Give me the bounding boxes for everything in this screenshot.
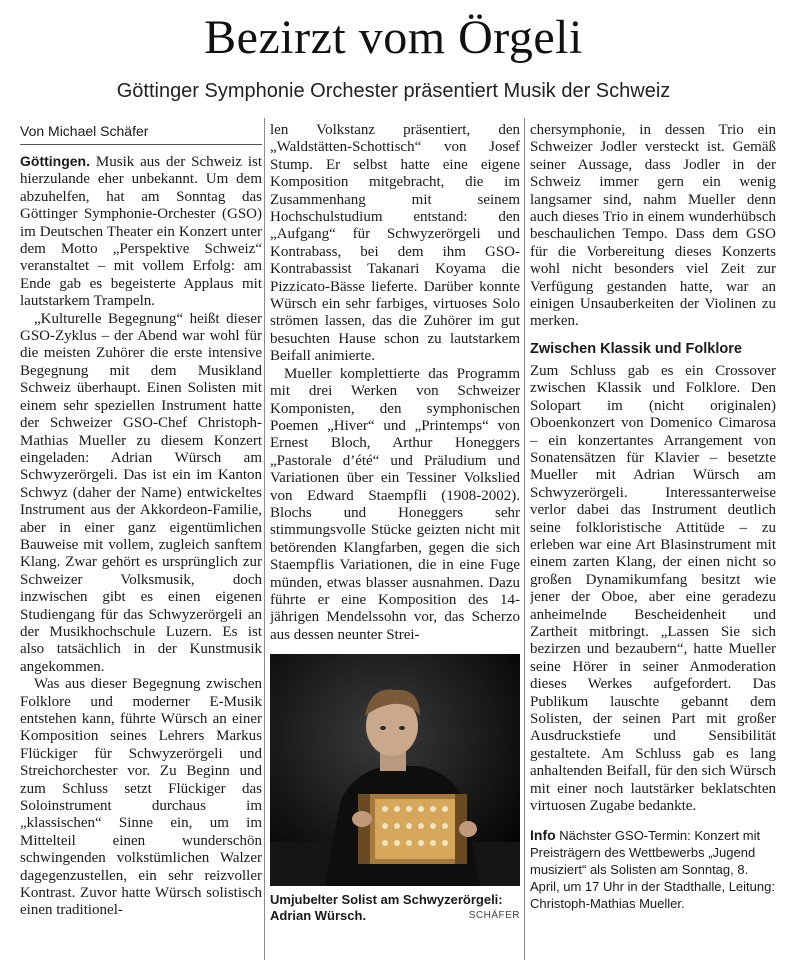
info-label: Info: [530, 827, 556, 844]
caption-text: Umjubelter Solist am Schwyzerörgeli: Adrian Würsch.: [270, 892, 503, 924]
paragraph: Was aus dieser Begegnung zwischen Folklore und moderner E-Musik entstehen kann, führte Würsch an einer Komposition seines Lehrers Markus Flückiger für Schwyzerörgeli und Streichorchester vor. Zu Beginn und zum Schluss setzt Flückiger das Soloinstrument durchaus im „klassischen“ Sinne ein, um im Mittelteil einen wunderschön schwingenden volkstümlichen Walzer dagegenzustellen, ein sehr reizvoller Kontrast. Zuvor hatte Würsch solistisch einen traditionel-: [20, 676, 262, 919]
byline: Von Michael Schäfer: [20, 122, 262, 145]
paragraph: Mueller komplettierte das Programm mit drei Werken von Schweizer Komponisten, den symphonischen Poemen „Hiver“ und „Printemps“ von Ernest Bloch, Arthur Honeggers „Pastorale d’été“ und Präludium und Variationen über ein Tessiner Volkslied von Edward Staempfli (1908-2002). Blochs und Honeggers sehr stimmungsvolle Stücke geizten nicht mit betörenden Klangfarben, gegen die sich Staempflis Variationen, die in eine Fuge münden, etwas blasser ausnahmen. Dazu führte er eine Komposition des 14-jährigen Mendelssohn vor, das Scherzo aus dessen neunter Strei-: [270, 365, 520, 643]
photo-caption: [270, 892, 520, 924]
headline: Bezirzt vom Örgeli: [204, 11, 583, 64]
column-rule: [264, 118, 265, 960]
info-box: [530, 827, 776, 912]
paragraph-text: Musik aus der Schweiz ist hierzulande eher unbekannt. Um dem abzuhelfen, hat am Sonntag das Göttinger Symphonie-Orchester (GSO) im Deutschen Theater ein Konzert unter dem Motto „Perspektive Schweiz“ veranstaltet – mit vollem Erfolg: am Ende gab es begeisterte Applaus mit lautstarkem Trampeln.: [20, 154, 262, 310]
article-column-3: [530, 122, 776, 958]
soloist-photo: [270, 654, 520, 886]
paragraph: Zum Schluss gab es ein Crossover zwischen Klassik und Folklore. Den Solopart im (nicht originalen) Oboenkonzert von Domenico Cimarosa – ein konzertantes Arrangement von Sonatensätzen für Klavier – besetzte Mueller mit Adrian Würsch am Schwyzerörgeli. Interessanterweise verlor dabei das Instrument deutlich seine folkloristische Attitüde – zu erleben war eine Art Blasinstrument mit einem zarten Klang, der einen nicht so großen Dynamikumfang besitzt wie jener der Oboe, aber eine geradezu anheimelnde Bescheidenheit und Zartheit mitbringt. „Lassen Sie sich bezirzen und bezaubern“, hatte Mueller seine Hörer in seiner Anmoderation dieses Werkes aufgefordert. Das Publikum lauschte gebannt dem Solisten, der seinen Part mit großer Ausdruckstiefe und Sensibilität gestaltete. Am Schluss gab es lang anhaltenden Beifall, für den sich Würsch mit einer noch lautstärker beklatschten virtuosen Zugabe bedankte.: [530, 362, 776, 815]
article-column-2: [270, 122, 520, 958]
photo-credit: SCHÄFER: [468, 910, 520, 922]
subheadline: Göttinger Symphonie Orchester präsentiert Musik der Schweiz: [116, 80, 671, 102]
dateline: Göttingen.: [20, 153, 90, 169]
section-heading: Zwischen Klassik und Folklore: [530, 340, 742, 357]
paragraph: [20, 153, 262, 311]
column-rule: [524, 118, 525, 960]
paragraph: „Kulturelle Begegnung“ heißt dieser GSO-Zyklus – der Abend war wohl für die meisten Zuhörer die erste intensive Begegnung mit dem Musikland Schweiz überhaupt. Einen Solisten mit einem sehr speziellen Instrument hatte der Schweizer GSO-Chef Christoph-Mathias Mueller zu diesem Konzert eingeladen: Adrian Würsch am Schwyzerörgeli. Das ist ein im Kanton Schwyz (daher der Name) entwickeltes Instrument aus der Akkordeon-Familie, aber in einer ganz eigentümlichen Bauweise mit vollem, zugleich sanftem Klang. Zwar gehört es ursprünglich zur Schweizer Volksmusik, doch inzwischen gibt es einen eigenen Studiengang für das Schwyzerörgeli an der Musikhochschule Luzern. Es ist also tatsächlich in der Kunstmusik angekommen.: [20, 310, 262, 675]
info-text: Nächster GSO-Termin: Konzert mit Preisträgern des Wettbewerbs „Jugend musiziert“ als Solisten am Sonntag, 8. April, um 17 Uhr in der Stadthalle, Leitung: Christoph-Mathias Mueller.: [530, 828, 775, 912]
schwyzerorgeli-icon: [358, 794, 467, 864]
paragraph: chersymphonie, in dessen Trio ein Schweizer Jodler versteckt ist. Gemäß seiner Aussage, dass Jodler in der Schweiz immer gern ein wenig langsamer sind, nahm Mueller denn auch dieses Trio in einem wunderhübsch beschaulichen Tempo. Dass dem GSO für die Vorbereitung dieses Konzerts wohl nicht besonders viel Zeit zur Verfügung gestanden hatte, war an einigen Unsauberkeiten der Violinen zu merken.: [530, 122, 776, 330]
paragraph: len Volkstanz präsentiert, den „Waldstätten-Schottisch“ von Josef Stump. Er selbst hatte eine eigene Komposition mitgebracht, die im Zusammenhang mit seinem Hochschulstudium entstand: den „Aufgang“ für Schwyzerörgeli und Kontrabass, bei dem ihm GSO-Kontrabassist Takanari Koyama die Pizzicato-Bässe lieferte. Darüber konnte Würsch ein sehr farbiges, virtuoses Solo strömen lassen, das die Zuhörer im gut besuchten Hause schon zu lautstarkem Beifall animierte.: [270, 122, 520, 365]
article-column-1: [20, 122, 262, 958]
